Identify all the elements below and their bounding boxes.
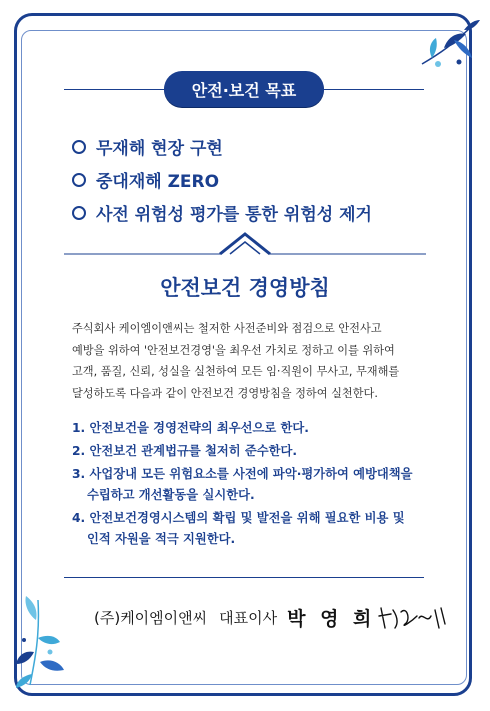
goal-text: 사전 위험성 평가를 통한 위험성 제거 — [96, 205, 372, 225]
signoff — [94, 602, 449, 632]
intro-line: 고객, 품질, 신뢰, 성실을 실천하여 모든 임·직원이 무사고, 무재해를 — [72, 365, 400, 378]
policy-item — [72, 508, 432, 550]
ceo-title: 대표이사 — [219, 608, 278, 627]
goals-heading-badge: 안전·보건 목표 — [164, 71, 324, 107]
policy-intro — [72, 318, 422, 404]
policy-item-text: 3. 사업장내 모든 위험요소를 사전에 파악·평가하여 예방대책을 — [72, 467, 413, 481]
policy-title: 안전보건 경영방침 — [160, 276, 330, 300]
goal-text: 무재해 현장 구현 — [96, 139, 223, 159]
intro-line: 예방을 위하여 '안전보건경영'을 최우선 가치로 정하고 이를 위하여 — [72, 343, 395, 357]
intro-line: 달성하도록 다음과 같이 안전보건 경영방침을 정하여 실천한다. — [72, 386, 378, 400]
policy-item-text: 1. 안전보건을 경영전략의 최우선으로 한다. — [72, 421, 309, 435]
goal-text: 중대재해 ZERO — [96, 172, 220, 192]
ceo-name: 박 영 희 — [287, 607, 376, 630]
goal-item — [72, 196, 372, 229]
floral-corner-bottom-left-icon — [10, 590, 90, 690]
policy-item — [72, 464, 432, 506]
policy-item-continuation: 수립하고 개선활동을 실시한다. — [87, 488, 255, 502]
policy-item-text: 2. 안전보건 관계법규를 철저히 준수한다. — [72, 444, 298, 458]
handwritten-signature-icon — [377, 602, 449, 632]
house-arrow-divider-icon — [64, 230, 426, 256]
company-name: (주)케이엠이앤씨 — [94, 608, 208, 627]
circle-bullet-icon — [72, 206, 86, 220]
goals-list — [72, 130, 372, 229]
goal-item — [72, 163, 372, 196]
policy-item-continuation: 인적 자원을 적극 지원한다. — [87, 532, 236, 546]
floral-corner-top-right-icon — [414, 14, 484, 84]
goal-item — [72, 130, 372, 163]
policy-item — [72, 418, 432, 439]
policy-item — [72, 441, 432, 462]
policy-items-list — [72, 418, 432, 552]
policy-item-text: 4. 안전보건경영시스템의 확립 및 발전을 위해 필요한 비용 및 — [72, 511, 405, 525]
intro-line: 주식회사 케이엠이앤씨는 철저한 사전준비와 점검으로 안전사고 — [72, 322, 382, 335]
footer-rule — [64, 577, 424, 578]
circle-bullet-icon — [72, 140, 86, 154]
circle-bullet-icon — [72, 173, 86, 187]
